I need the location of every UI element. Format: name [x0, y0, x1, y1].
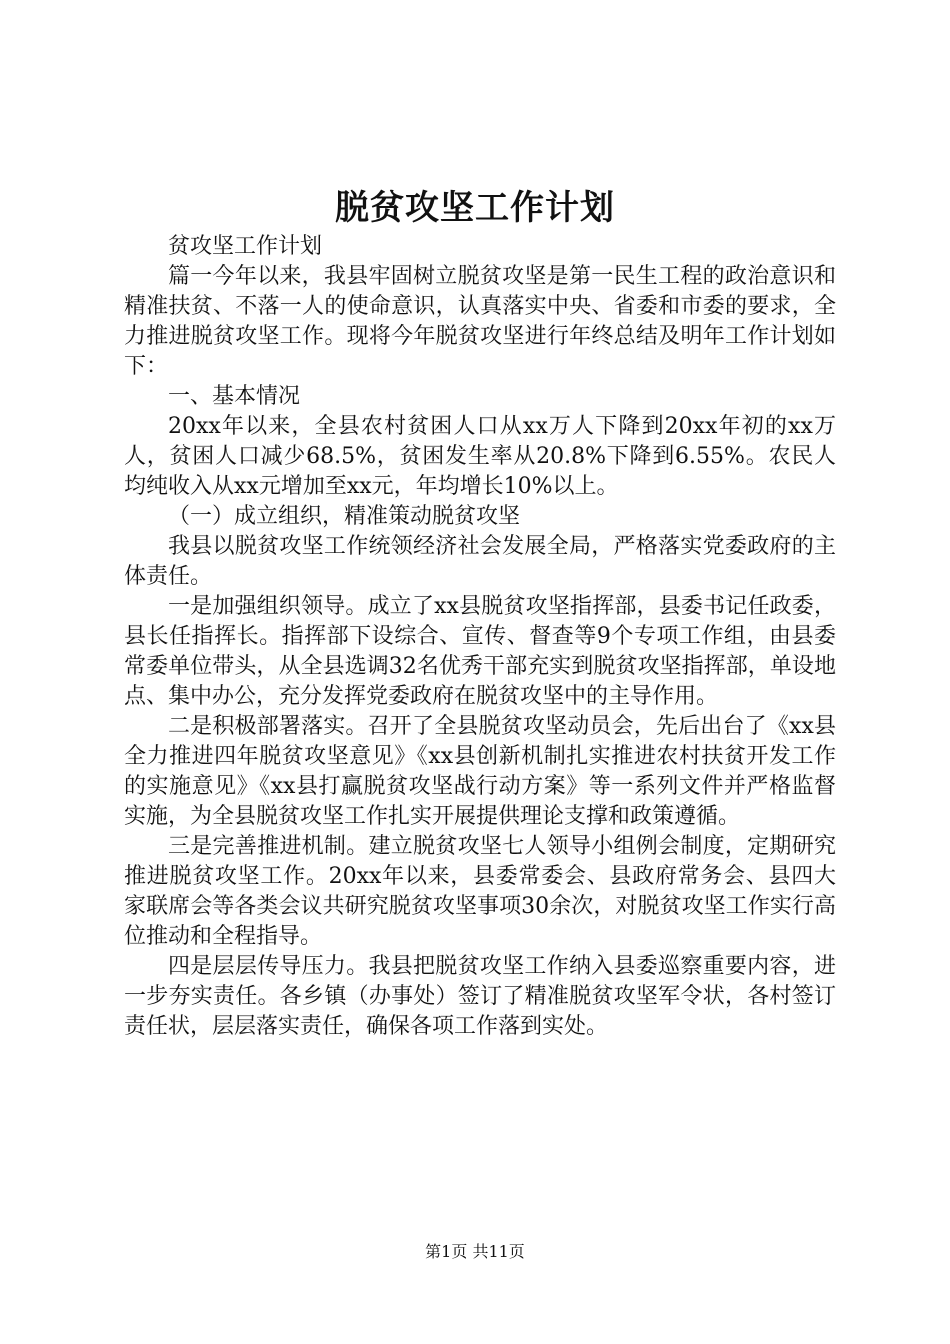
subsection-heading-organization: （一）成立组织，精准策动脱贫攻坚 — [168, 504, 521, 529]
paragraph-responsibility: 我县以脱贫攻坚工作统领经济社会发展全局，严格落实党委政府的主体责任。 — [124, 534, 836, 589]
paragraph-basic-situation: 20xx年以来，全县农村贫困人口从xx万人下降到20xx年初的xx万人，贫困人口减少68.5%，贫困发生率从20.8%下降到6.55%。农民人均纯收入从xx元增加至xx元，年均增长10%以上。 — [124, 414, 836, 499]
paragraph-subtitle: 贫攻坚工作计划 — [168, 234, 323, 259]
paragraph-deployment: 二是积极部署落实。召开了全县脱贫攻坚动员会，先后出台了《xx县全力推进四年脱贫攻坚意见》《xx县创新机制扎实推进农村扶贫开发工作的实施意见》《xx县打赢脱贫攻坚战行动方案》等一系列文件并严格监督实施，为全县脱贫攻坚工作扎实开展提供理论支撑和政策遵循。 — [124, 714, 836, 829]
paragraph-mechanism: 三是完善推进机制。建立脱贫攻坚七人领导小组例会制度，定期研究推进脱贫攻坚工作。20xx年以来，县委常委会、县政府常务会、县四大家联席会等各类会议共研究脱贫攻坚事项30余次，对脱贫攻坚工作实行高位推动和全程指导。 — [124, 834, 836, 949]
document-body — [124, 232, 836, 1042]
paragraph-pressure: 四是层层传导压力。我县把脱贫攻坚工作纳入县委巡察重要内容，进一步夯实责任。各乡镇（办事处）签订了精准脱贫攻坚军令状，各村签订责任状，层层落实责任，确保各项工作落到实处。 — [124, 954, 836, 1039]
paragraph-intro: 篇一今年以来，我县牢固树立脱贫攻坚是第一民生工程的政治意识和精准扶贫、不落一人的使命意识，认真落实中央、省委和市委的要求，全力推进脱贫攻坚工作。现将今年脱贫攻坚进行年终总结及明年工作计划如下： — [124, 264, 836, 379]
section-heading-basic: 一、基本情况 — [168, 384, 301, 409]
page-footer: 第1页 共11页 — [425, 1242, 525, 1261]
paragraph-leadership: 一是加强组织领导。成立了xx县脱贫攻坚指挥部，县委书记任政委，县长任指挥长。指挥部下设综合、宣传、督查等9个专项工作组，由县委常委单位带头，从全县选调32名优秀干部充实到脱贫攻坚指挥部，单设地点、集中办公，充分发挥党委政府在脱贫攻坚中的主导作用。 — [124, 594, 836, 709]
document-title: 脱贫攻坚工作计划 — [335, 188, 615, 228]
